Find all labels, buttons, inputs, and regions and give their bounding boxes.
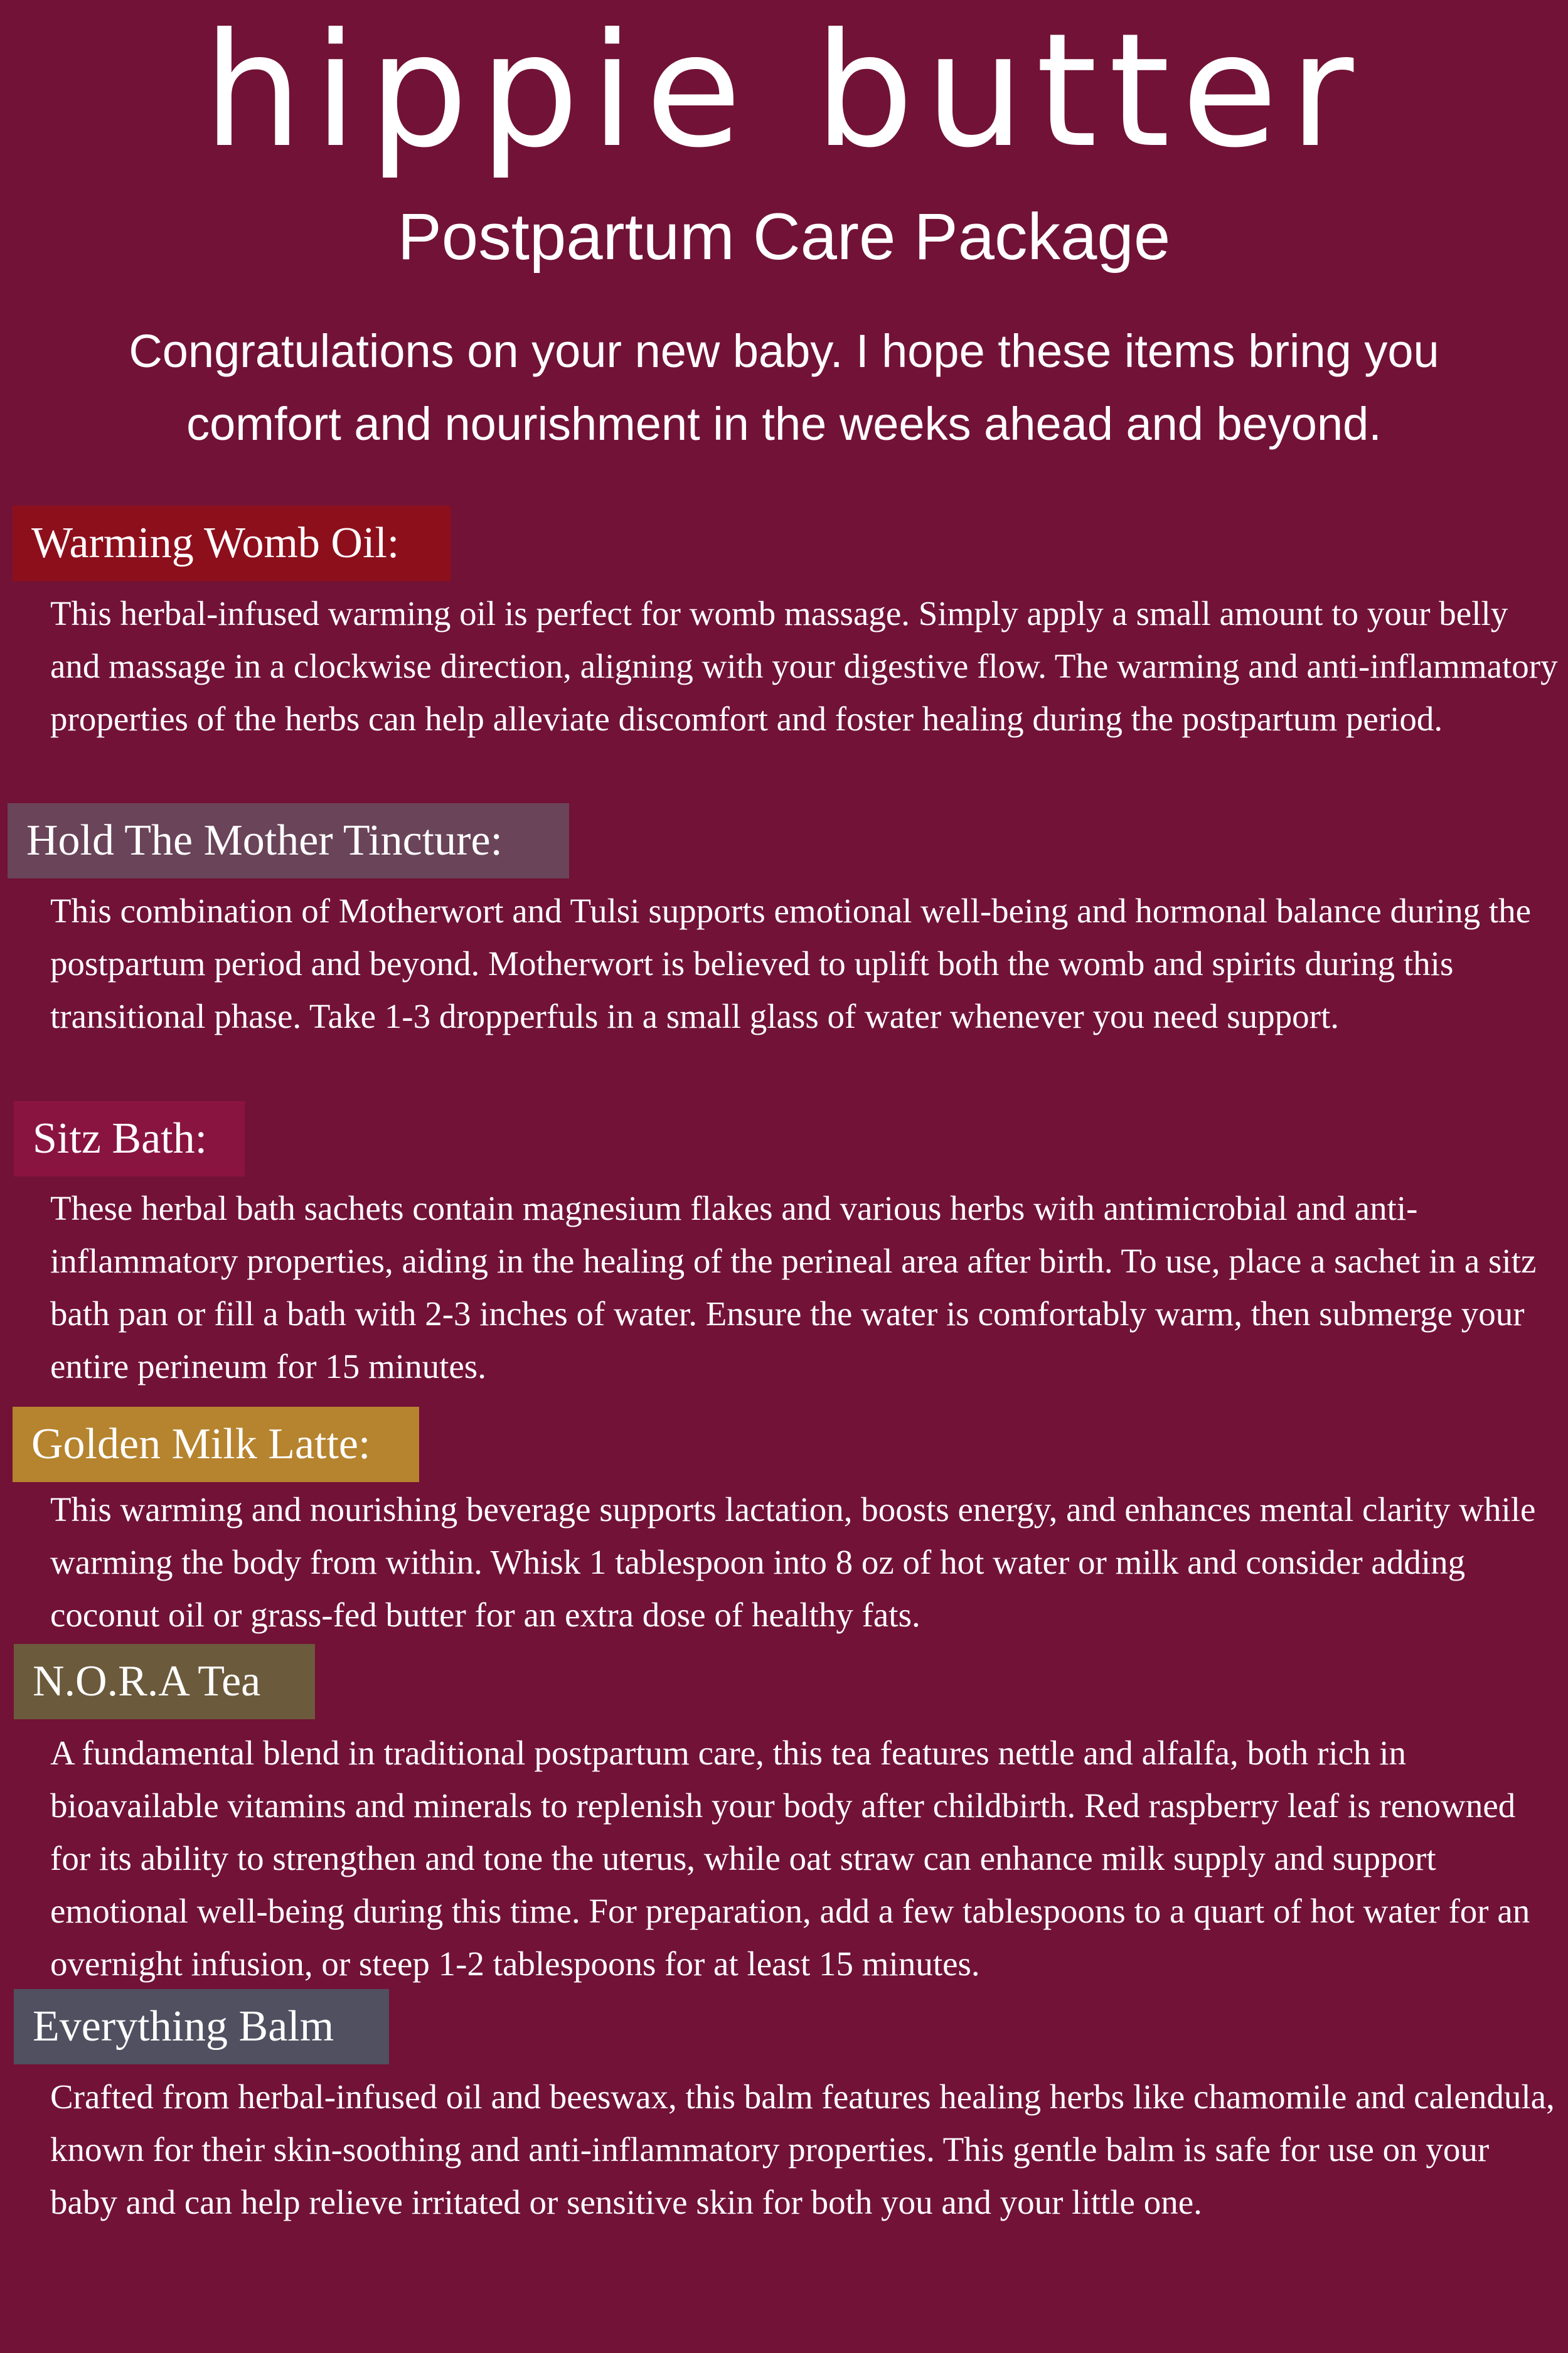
item-title-label: Sitz Bath: [14,1101,245,1176]
item-description: This combination of Motherwort and Tulsi supports emotional well-being and hormonal balance during the postpartum period and beyond. Motherwort is believed to uplift both the womb and spirits during this transitional phase. Take 1-3 dropperfuls in a small glass of water whenever you need support. [50,892,1532,1035]
brand-title: hippie butter [203,0,1365,182]
item-title-label: Hold The Mother Tincture: [8,803,569,878]
item-description: Crafted from herbal-infused oil and beeswax, this balm features healing herbs like chamomile and calendula, known for their skin-soothing and anti-inflammatory properties. This gentle balm is safe for use on your baby and can help relieve irritated or sensitive skin for both you and your little one. [50,2078,1555,2221]
item-title-label: Warming Womb Oil: [13,506,451,581]
item-description: This warming and nourishing beverage supports lactation, boosts energy, and enhances mental clarity while warming the body from within. Whisk 1 tablespoon into 8 oz of hot water or milk and consider adding coconut oil or grass-fed butter for an extra dose of healthy fats. [50,1490,1536,1634]
intro-message: Congratulations on your new baby. I hope these items bring you comfort and nourishment in the weeks ahead and beyond. [129,325,1439,450]
item-title-label: N.O.R.A Tea [14,1644,315,1719]
item-title-label: Golden Milk Latte: [13,1407,419,1482]
item-description: A fundamental blend in traditional postpartum care, this tea features nettle and alfalfa, both rich in bioavailable vitamins and minerals to replenish your body after childbirth. Red raspberry leaf is renowned for its ability to strengthen and tone the uterus, while oat straw can enhance milk supply and support emotional well-being during this time. For preparation, add a few tablespoons to a quart of hot water for an overnight infusion, or steep 1-2 tablespoons for at least 15 minutes. [50,1734,1530,1983]
item-description: This herbal-infused warming oil is perfect for womb massage. Simply apply a small amount to your belly and massage in a clockwise direction, aligning with your digestive flow. The warming and anti-inflammatory properties of the herbs can help alleviate discomfort and foster healing during the postpartum period. [50,594,1558,738]
item-description: These herbal bath sachets contain magnesium flakes and various herbs with antimicrobial and anti-inflammatory properties, aiding in the healing of the perineal area after birth. To use, place a sachet in a sitz bath pan or fill a bath with 2-3 inches of water. Ensure the water is comfortably warm, then submerge your entire perineum for 15 minutes. [50,1189,1537,1385]
item-title-label: Everything Balm [14,1989,389,2064]
page-subtitle: Postpartum Care Package [397,200,1171,274]
